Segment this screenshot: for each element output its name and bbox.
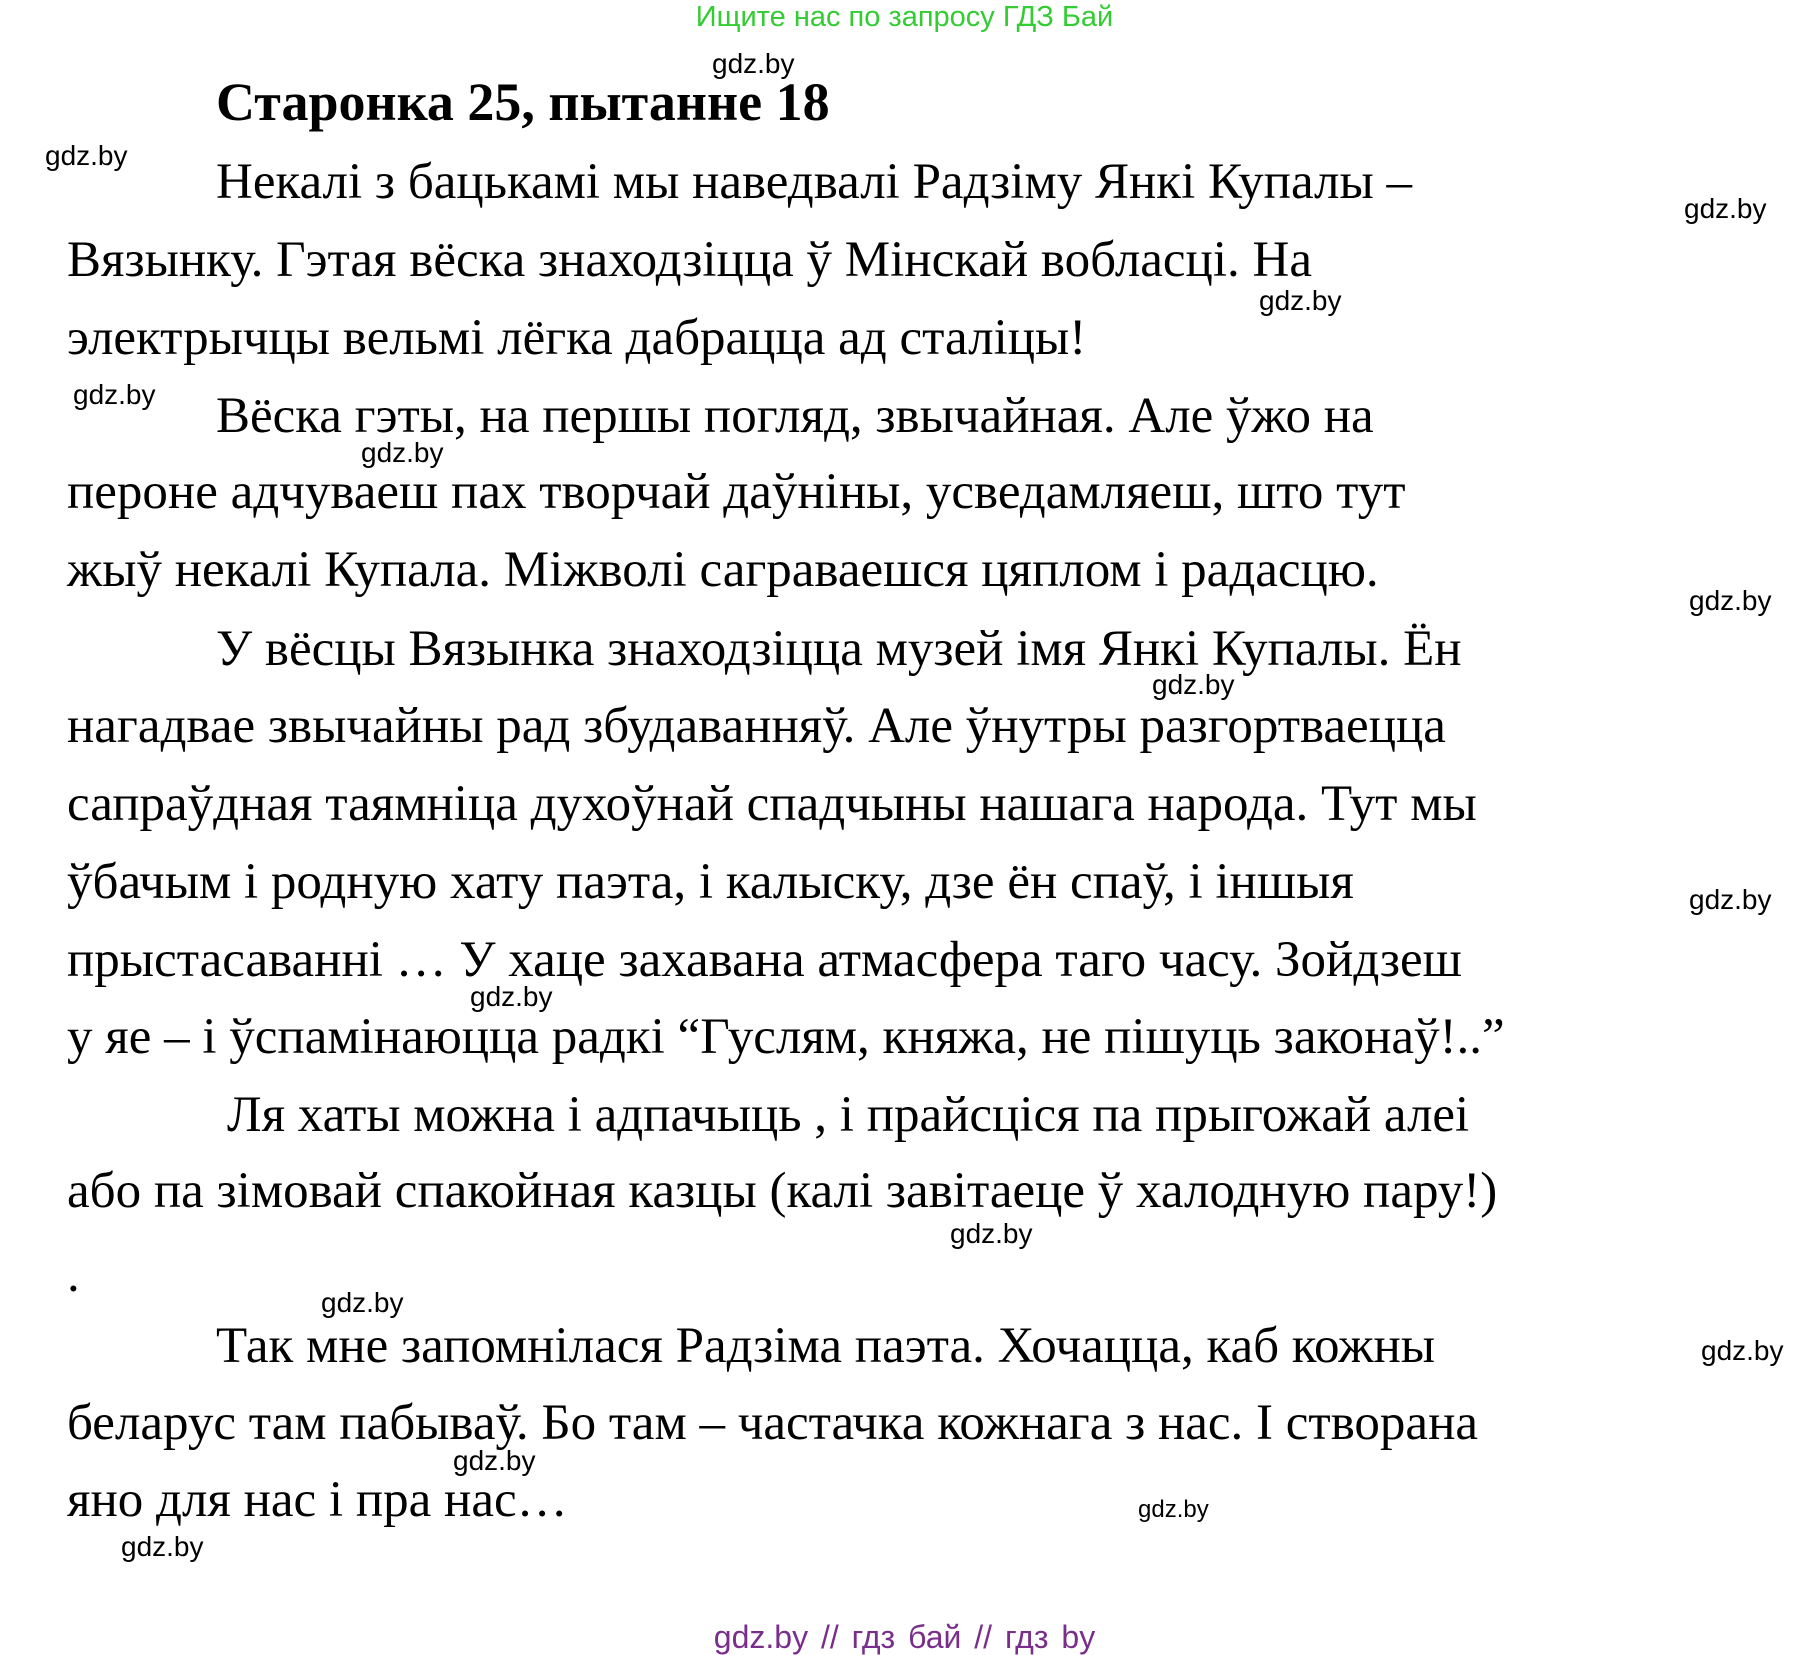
watermark: gdz.by — [1259, 285, 1342, 316]
text-line: У вёсцы Вязынка знаходзіцца музей імя Янкі Купалы. Ён — [216, 621, 1462, 677]
text-line: Так мне запомнілася Радзіма паэта. Хочацца, каб кожны — [216, 1318, 1436, 1374]
text-line: яно для нас і пра нас… — [67, 1472, 568, 1528]
watermark: gdz.by — [121, 1531, 204, 1562]
watermark: gdz.by — [1701, 1335, 1784, 1366]
text-line: Вязынку. Гэтая вёска знаходзіцца ў Мінскай вобласці. На — [67, 232, 1312, 288]
text-line: у яе – і ўспамінаюцца радкі “Гуслям, княжа, не пішуць законаў!..” — [67, 1009, 1505, 1065]
text-line: Ля хаты можна і адпачыць , і прайсціся па прыгожай алеі — [227, 1087, 1470, 1143]
watermark: gdz.by — [73, 379, 156, 410]
watermark: gdz.by — [45, 140, 128, 171]
text-line: ўбачым і родную хату паэта, і калыску, дзе ён спаў, і іншыя — [67, 854, 1354, 910]
text-line: або па зімовай спакойная казцы (калі завітаеце ў халодную пару!) — [67, 1163, 1498, 1219]
watermark: gdz.by — [712, 48, 795, 79]
watermark: gdz.by — [1689, 585, 1772, 616]
footer-links: gdz.by // гдз бай // гдз by — [713, 1619, 1096, 1655]
text-line: жыў некалі Купала. Міжволі саграваешся цяплом і радасцю. — [67, 542, 1379, 598]
watermark: gdz.by — [1684, 193, 1767, 224]
text-line: электрычцы вельмі лёгка дабрацца ад сталіцы! — [67, 310, 1087, 366]
watermark: gdz.by — [1152, 669, 1235, 700]
watermark: gdz.by — [361, 437, 444, 468]
watermark: gdz.by — [453, 1445, 536, 1476]
text-line: сапраўдная таямніца духоўнай спадчыны нашага народа. Тут мы — [67, 776, 1477, 832]
text-line: беларус там пабываў. Бо там – частачка кожнага з нас. І створана — [67, 1395, 1478, 1451]
watermark: gdz.by — [1689, 884, 1772, 915]
watermark: gdz.by — [950, 1218, 1033, 1249]
search-banner: Ищите нас по запросу ГДЗ Бай — [695, 1, 1114, 33]
text-line: Некалі з бацькамі мы наведвалі Радзіму Янкі Купалы – — [216, 154, 1413, 210]
text-line: Вёска гэты, на першы погляд, звычайная. Але ўжо на — [216, 388, 1374, 444]
text-line: . — [67, 1247, 80, 1303]
watermark: gdz.by — [321, 1287, 404, 1318]
text-line: нагадвае звычайны рад збудаванняў. Але ўнутры разгортваецца — [67, 698, 1446, 754]
watermark: gdz.by — [1138, 1496, 1209, 1523]
page-title: Старонка 25, пытанне 18 — [216, 72, 830, 132]
text-line: пероне адчуваеш пах творчай даўніны, усведамляеш, што тут — [67, 464, 1406, 520]
text-line: прыстасаванні … У хаце захавана атмасфера таго часу. Зойдзеш — [67, 932, 1462, 988]
watermark: gdz.by — [470, 981, 553, 1012]
